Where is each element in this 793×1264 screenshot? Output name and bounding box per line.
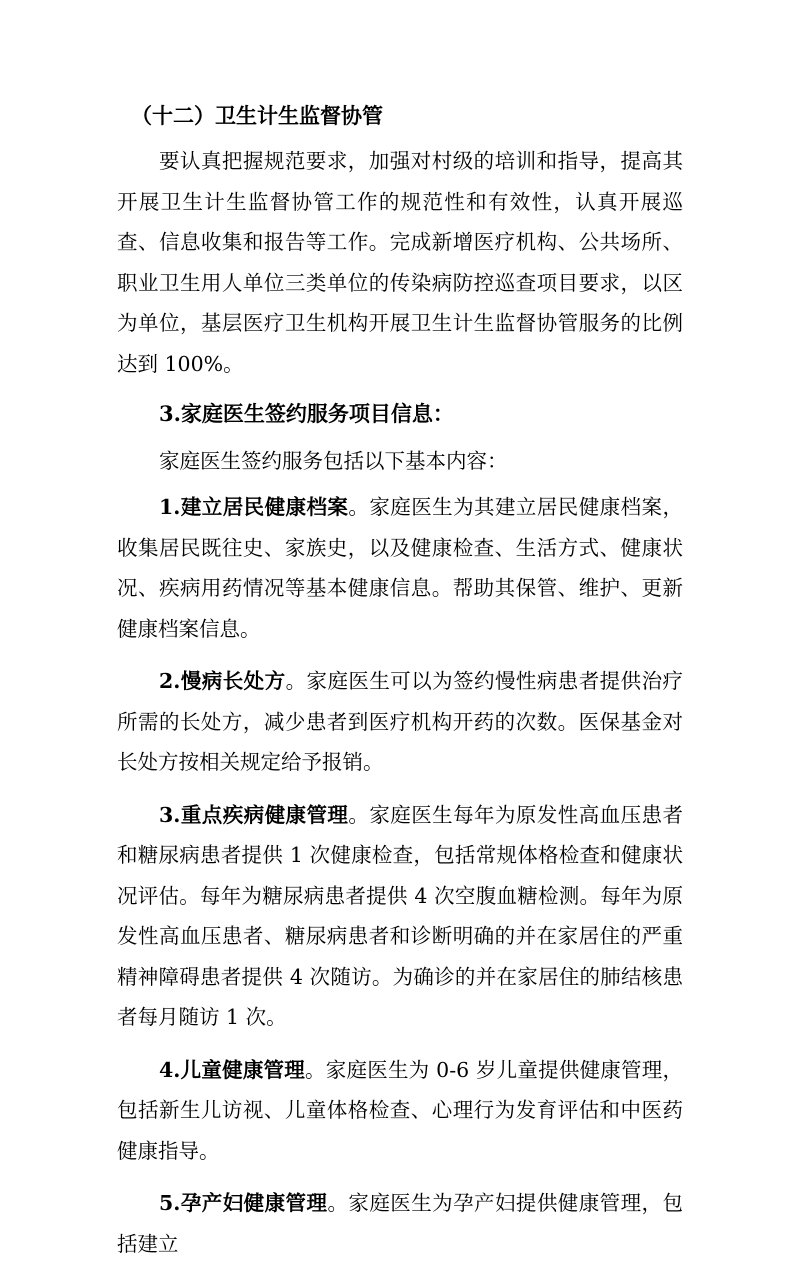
item-text-3: 。家庭医生每年为原发性高血压患者和糖尿病患者提供 1 次健康检查，包括常规体格检查和健康状况评估。每年为糖尿病患者提供 4 次空腹血糖检测。每年为原发性高血压患者、糖尿病患者和诊断明确的并在家居住的严重精神障碍患者提供 4 次随访。为确诊的并在家居住的肺结核患者每月随访 1 次。 bbox=[117, 802, 683, 1029]
item-text-4: 。家庭医生为 0-6 岁儿童提供健康管理，包括新生儿访视、儿童体格检查、心理行为发育评估和中医药健康指导。 bbox=[117, 1057, 684, 1163]
item-paragraph-4 bbox=[117, 1050, 683, 1172]
item-lead-3: 3.重点疾病健康管理 bbox=[159, 802, 349, 827]
item-text-5: 。家庭医生为孕产妇提供健康管理，包括建立 bbox=[117, 1191, 683, 1256]
intro-paragraph: 家庭医生签约服务包括以下基本内容： bbox=[159, 448, 508, 473]
item-text-2: 。家庭医生可以为签约慢性病患者提供治疗所需的长处方，减少患者到医疗机构开药的次数。医保基金对长处方按相关规定给予报销。 bbox=[117, 669, 684, 774]
section-body-paragraph: 要认真把握规范要求，加强对村级的培训和指导，提高其开展卫生计生监督协管工作的规范性和有效性，认真开展巡查、信息收集和报告等工作。完成新增医疗机构、公共场所、职业卫生用人单位三类单位的传染病防控巡查项目要求，以区为单位，基层医疗卫生机构开展卫生计生监督协管服务的比例达到 100%。 bbox=[117, 149, 683, 376]
subheading: 3.家庭医生签约服务项目信息： bbox=[159, 401, 454, 426]
item-lead-1: 1.建立居民健康档案 bbox=[159, 495, 349, 519]
item-lead-5: 5.孕产妇健康管理 bbox=[159, 1191, 328, 1215]
item-paragraph-3 bbox=[117, 795, 683, 1038]
section-title: （十二）卫生计生监督协管 bbox=[131, 103, 383, 128]
item-paragraph-1 bbox=[117, 487, 683, 649]
item-lead-2: 2.慢病长处方 bbox=[159, 669, 286, 693]
document-page bbox=[117, 96, 683, 1264]
item-lead-4: 4.儿童健康管理 bbox=[159, 1057, 306, 1082]
item-paragraph-5 bbox=[117, 1183, 683, 1264]
item-text-1: 。家庭医生为其建立居民健康档案，收集居民既往史、家族史，以及健康检查、生活方式、健康状况、疾病用药情况等基本健康信息。帮助其保管、维护、更新健康档案信息。 bbox=[117, 495, 683, 641]
item-paragraph-2 bbox=[117, 661, 683, 783]
